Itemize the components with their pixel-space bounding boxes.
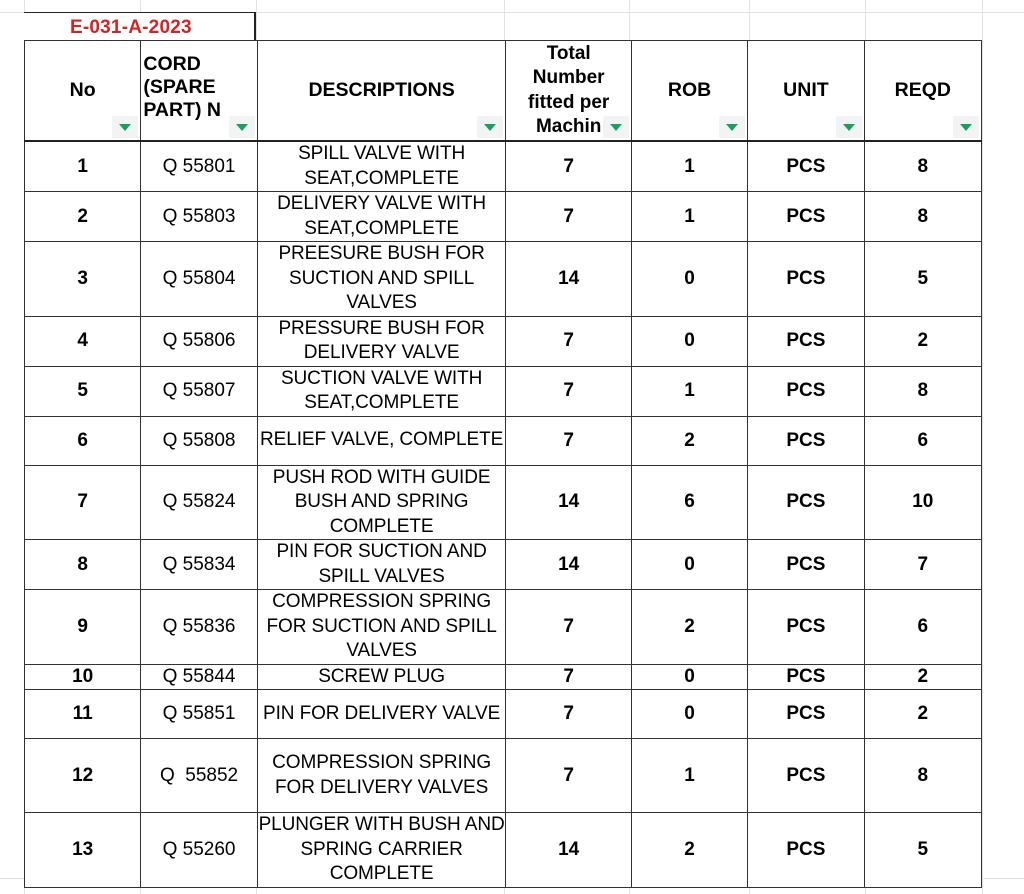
cell-unit[interactable]: PCS [748,690,864,739]
cell-total[interactable]: 14 [506,540,631,590]
cell-rob[interactable]: 0 [631,690,747,739]
table-row [25,465,982,540]
cell-no[interactable]: 4 [25,316,141,366]
cell-code[interactable]: Q 55852 [141,739,257,813]
header-unit[interactable] [748,41,864,142]
header-reqd[interactable] [864,41,981,142]
cell-reqd[interactable]: 6 [864,416,981,465]
spare-parts-table [24,40,982,888]
cell-description[interactable]: SCREW PLUG [257,664,506,690]
table-row [25,416,982,465]
cell-rob[interactable]: 2 [631,813,747,888]
cell-code[interactable]: Q 55808 [141,416,257,465]
cell-total[interactable]: 7 [506,739,631,813]
cell-total[interactable]: 14 [506,813,631,888]
cell-rob[interactable]: 1 [631,366,747,416]
sheet-title-cell[interactable]: E-031-A-2023 [24,12,256,40]
cell-rob[interactable]: 0 [631,242,747,317]
header-code[interactable] [141,41,257,142]
header-no[interactable] [25,41,141,142]
cell-unit[interactable]: PCS [748,813,864,888]
cell-code[interactable]: Q 55851 [141,690,257,739]
header-total-fitted[interactable] [506,41,631,142]
cell-description[interactable]: DELIVERY VALVE WITH SEAT,COMPLETE [257,192,506,242]
cell-reqd[interactable]: 2 [864,690,981,739]
cell-rob[interactable]: 0 [631,540,747,590]
header-descriptions[interactable] [257,41,506,142]
cell-description[interactable]: PIN FOR SUCTION AND SPILL VALVES [257,540,506,590]
cell-reqd[interactable]: 8 [864,141,981,192]
cell-description[interactable]: PRESSURE BUSH FOR DELIVERY VALVE [257,316,506,366]
header-row [25,41,982,142]
header-reqd-label: REQD [894,79,951,101]
filter-dropdown-icon[interactable] [719,116,745,138]
cell-reqd[interactable]: 6 [864,590,981,665]
cell-no[interactable]: 1 [25,141,141,192]
cell-reqd[interactable]: 7 [864,540,981,590]
cell-total[interactable]: 14 [506,242,631,317]
cell-code[interactable]: Q 55807 [141,366,257,416]
cell-description[interactable]: SPILL VALVE WITH SEAT,COMPLETE [257,141,506,192]
cell-rob[interactable]: 6 [631,465,747,540]
cell-description[interactable]: COMPRESSION SPRING FOR DELIVERY VALVES [257,739,506,813]
cell-code[interactable]: Q 55801 [141,141,257,192]
cell-code[interactable]: Q 55844 [141,664,257,690]
table-row [25,316,982,366]
header-no-label: No [69,79,96,101]
cell-unit[interactable]: PCS [748,316,864,366]
filter-dropdown-icon[interactable] [229,116,255,138]
filter-dropdown-icon[interactable] [603,116,629,138]
cell-unit[interactable]: PCS [748,739,864,813]
cell-unit[interactable]: PCS [748,242,864,317]
cell-description[interactable]: PUSH ROD WITH GUIDE BUSH AND SPRING COMPLETE [257,465,506,540]
cell-code[interactable]: Q 55834 [141,540,257,590]
cell-code[interactable]: Q 55836 [141,590,257,665]
cell-code[interactable]: Q 55806 [141,316,257,366]
cell-unit[interactable]: PCS [748,192,864,242]
cell-description[interactable]: PREESURE BUSH FOR SUCTION AND SPILL VALVES [257,242,506,317]
cell-reqd[interactable]: 8 [864,739,981,813]
cell-rob[interactable]: 2 [631,416,747,465]
table-row [25,192,982,242]
cell-rob[interactable]: 0 [631,664,747,690]
table-row [25,141,982,192]
cell-reqd[interactable]: 2 [864,316,981,366]
filter-dropdown-icon[interactable] [836,116,862,138]
cell-reqd[interactable]: 5 [864,242,981,317]
cell-reqd[interactable]: 8 [864,192,981,242]
table-row [25,242,982,317]
cell-code[interactable]: Q 55824 [141,465,257,540]
cell-no[interactable]: 3 [25,242,141,317]
table-row [25,540,982,590]
filter-dropdown-icon[interactable] [953,116,979,138]
cell-description[interactable]: PIN FOR DELIVERY VALVE [257,690,506,739]
cell-description[interactable]: COMPRESSION SPRING FOR SUCTION AND SPILL VALVES [257,590,506,665]
cell-unit[interactable]: PCS [748,590,864,665]
cell-no[interactable]: 10 [25,664,141,690]
filter-dropdown-icon[interactable] [477,116,503,138]
header-rob[interactable] [631,41,747,142]
cell-reqd[interactable]: 8 [864,366,981,416]
cell-no[interactable]: 8 [25,540,141,590]
header-code-label: CORD (SPARE PART) N [143,53,221,121]
cell-no[interactable]: 5 [25,366,141,416]
cell-total[interactable]: 7 [506,590,631,665]
cell-rob[interactable]: 1 [631,141,747,192]
cell-total[interactable]: 7 [506,690,631,739]
header-descriptions-label: DESCRIPTIONS [308,79,455,101]
cell-unit[interactable]: PCS [748,416,864,465]
cell-unit[interactable]: PCS [748,664,864,690]
cell-no[interactable]: 6 [25,416,141,465]
cell-unit[interactable]: PCS [748,141,864,192]
cell-description[interactable]: PLUNGER WITH BUSH AND SPRING CARRIER COMPLETE [257,813,506,888]
cell-no[interactable]: 12 [25,739,141,813]
cell-rob[interactable]: 2 [631,590,747,665]
cell-total[interactable]: 7 [506,416,631,465]
cell-no[interactable]: 7 [25,465,141,540]
cell-no[interactable]: 11 [25,690,141,739]
cell-unit[interactable]: PCS [748,465,864,540]
cell-no[interactable]: 2 [25,192,141,242]
table-row [25,664,982,690]
header-total-fitted-label: Total Number fitted per Machin [528,42,610,137]
cell-rob[interactable]: 1 [631,739,747,813]
table-row [25,813,982,888]
cell-description[interactable]: SUCTION VALVE WITH SEAT,COMPLETE [257,366,506,416]
header-unit-label: UNIT [783,79,829,101]
cell-no[interactable]: 9 [25,590,141,665]
cell-total[interactable]: 7 [506,192,631,242]
cell-rob[interactable]: 1 [631,192,747,242]
cell-no[interactable]: 13 [25,813,141,888]
cell-code[interactable]: Q 55260 [141,813,257,888]
cell-total[interactable]: 7 [506,316,631,366]
cell-unit[interactable]: PCS [748,540,864,590]
table-row [25,366,982,416]
cell-reqd[interactable]: 5 [864,813,981,888]
table-row [25,590,982,665]
cell-unit[interactable]: PCS [748,366,864,416]
cell-code[interactable]: Q 55803 [141,192,257,242]
filter-dropdown-icon[interactable] [112,116,138,138]
cell-total[interactable]: 7 [506,664,631,690]
cell-total[interactable]: 7 [506,366,631,416]
cell-rob[interactable]: 0 [631,316,747,366]
cell-code[interactable]: Q 55804 [141,242,257,317]
cell-description[interactable]: RELIEF VALVE, COMPLETE [257,416,506,465]
cell-reqd[interactable]: 10 [864,465,981,540]
cell-reqd[interactable]: 2 [864,664,981,690]
header-rob-label: ROB [667,79,712,101]
table-row [25,690,982,739]
cell-total[interactable]: 7 [506,141,631,192]
table-row [25,739,982,813]
cell-total[interactable]: 14 [506,465,631,540]
